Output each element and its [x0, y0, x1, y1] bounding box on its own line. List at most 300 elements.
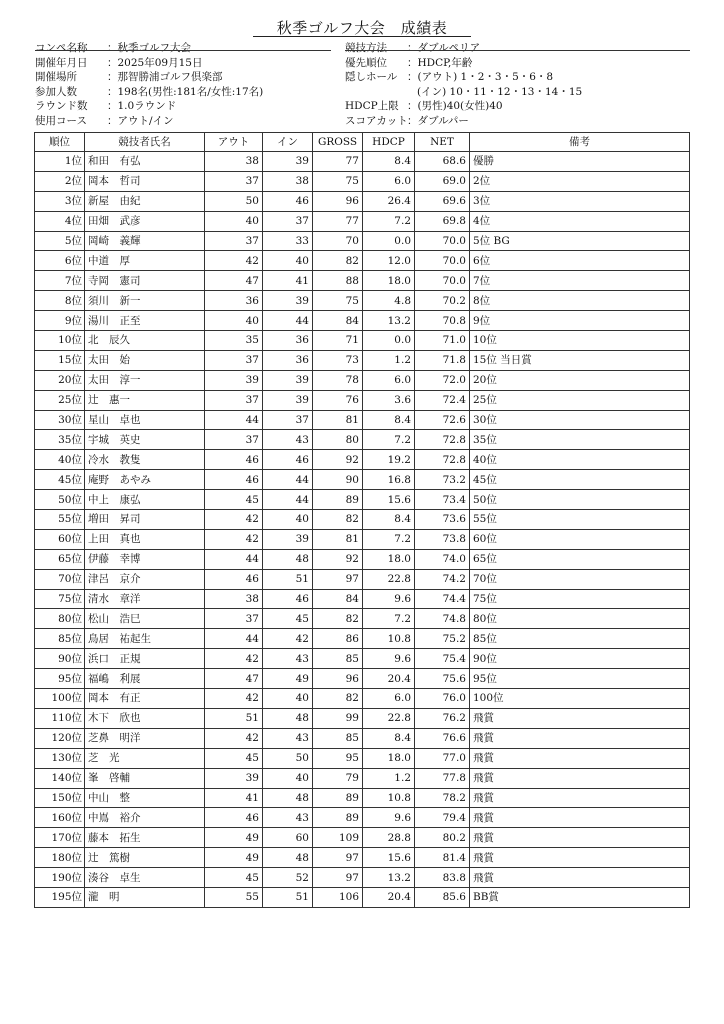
gross-cell: 88	[313, 271, 363, 291]
in-cell: 48	[263, 848, 313, 868]
column-header-out: アウト	[205, 133, 263, 152]
out-cell: 42	[205, 649, 263, 669]
in-cell: 51	[263, 569, 313, 589]
hdcp-cell: 7.2	[363, 529, 415, 549]
table-row	[35, 828, 690, 848]
name-cell: 上田 真也	[85, 529, 205, 549]
rank-cell: 20位	[35, 370, 85, 390]
table-row	[35, 331, 690, 351]
name-cell: 福嶋 利展	[85, 669, 205, 689]
rank-cell: 95位	[35, 669, 85, 689]
name-cell: 須川 新一	[85, 291, 205, 311]
net-cell: 74.0	[415, 549, 470, 569]
rank-cell: 65位	[35, 549, 85, 569]
remarks-cell: 55位	[470, 510, 690, 530]
gross-cell: 89	[313, 788, 363, 808]
name-cell: 寺岡 憲司	[85, 271, 205, 291]
hdcp-cell: 9.6	[363, 649, 415, 669]
hdcp-cell: 0.0	[363, 231, 415, 251]
net-cell: 69.6	[415, 191, 470, 211]
hdcp-cell: 7.2	[363, 211, 415, 231]
remarks-cell: 9位	[470, 311, 690, 331]
in-cell: 60	[263, 828, 313, 848]
gross-cell: 70	[313, 231, 363, 251]
hdcp-cell: 18.0	[363, 271, 415, 291]
name-cell: 岡本 哲司	[85, 171, 205, 191]
rank-cell: 9位	[35, 311, 85, 331]
net-cell: 68.6	[415, 152, 470, 172]
table-row	[35, 649, 690, 669]
out-cell: 47	[205, 271, 263, 291]
info-value: ：198名(男性:181名/女性:17名)	[107, 85, 264, 98]
net-cell: 70.0	[415, 271, 470, 291]
net-cell: 72.8	[415, 450, 470, 470]
net-cell: 74.8	[415, 609, 470, 629]
table-row	[35, 868, 690, 888]
hdcp-cell: 20.4	[363, 887, 415, 907]
rank-cell: 140位	[35, 768, 85, 788]
remarks-cell: 15位 当日賞	[470, 350, 690, 370]
name-cell: 瀧 明	[85, 887, 205, 907]
remarks-cell: 飛賞	[470, 868, 690, 888]
in-cell: 45	[263, 609, 313, 629]
net-cell: 69.8	[415, 211, 470, 231]
name-cell: 中山 整	[85, 788, 205, 808]
gross-cell: 96	[313, 191, 363, 211]
info-label: 使用コース	[35, 114, 87, 127]
info-row	[345, 56, 685, 71]
out-cell: 45	[205, 490, 263, 510]
out-cell: 47	[205, 669, 263, 689]
in-cell: 39	[263, 291, 313, 311]
column-header-remarks: 備考	[470, 133, 690, 152]
rank-cell: 35位	[35, 430, 85, 450]
name-cell: 新屋 由紀	[85, 191, 205, 211]
remarks-cell: 20位	[470, 370, 690, 390]
gross-cell: 73	[313, 350, 363, 370]
table-row	[35, 291, 690, 311]
hdcp-cell: 7.2	[363, 609, 415, 629]
table-row	[35, 450, 690, 470]
rank-cell: 85位	[35, 629, 85, 649]
column-header-gross: GROSS	[313, 133, 363, 152]
title-underline	[253, 36, 471, 37]
info-label: ラウンド数	[35, 100, 88, 113]
table-row	[35, 171, 690, 191]
in-cell: 39	[263, 390, 313, 410]
name-cell: 辻 惠一	[85, 390, 205, 410]
table-header-row	[35, 133, 690, 152]
in-cell: 39	[263, 370, 313, 390]
in-cell: 44	[263, 490, 313, 510]
net-cell: 75.4	[415, 649, 470, 669]
out-cell: 49	[205, 848, 263, 868]
info-label: HDCP上限	[345, 100, 399, 113]
remarks-cell: BB賞	[470, 887, 690, 907]
hdcp-cell: 16.8	[363, 470, 415, 490]
table-row	[35, 251, 690, 271]
info-row	[345, 85, 685, 100]
rank-cell: 70位	[35, 569, 85, 589]
hdcp-cell: 10.8	[363, 629, 415, 649]
results-table	[34, 132, 690, 908]
out-cell: 37	[205, 350, 263, 370]
hdcp-cell: 12.0	[363, 251, 415, 271]
in-cell: 40	[263, 689, 313, 709]
hdcp-cell: 4.8	[363, 291, 415, 311]
info-row	[345, 41, 685, 56]
gross-cell: 90	[313, 470, 363, 490]
hdcp-cell: 6.0	[363, 171, 415, 191]
gross-cell: 82	[313, 251, 363, 271]
net-cell: 73.8	[415, 529, 470, 549]
hdcp-cell: 8.4	[363, 410, 415, 430]
name-cell: 湯川 正至	[85, 311, 205, 331]
gross-cell: 89	[313, 808, 363, 828]
out-cell: 44	[205, 629, 263, 649]
in-cell: 48	[263, 788, 313, 808]
out-cell: 41	[205, 788, 263, 808]
out-cell: 44	[205, 549, 263, 569]
remarks-cell: 100位	[470, 689, 690, 709]
gross-cell: 92	[313, 450, 363, 470]
table-row	[35, 430, 690, 450]
hdcp-cell: 9.6	[363, 589, 415, 609]
net-cell: 70.0	[415, 251, 470, 271]
net-cell: 71.8	[415, 350, 470, 370]
info-row	[345, 99, 685, 114]
net-cell: 72.8	[415, 430, 470, 450]
info-value: ：ダブルパー	[407, 114, 469, 127]
name-cell: 岡本 有正	[85, 689, 205, 709]
hdcp-cell: 1.2	[363, 768, 415, 788]
info-value: ：アウト/イン	[107, 114, 174, 127]
remarks-cell: 90位	[470, 649, 690, 669]
column-header-rank: 順位	[35, 133, 85, 152]
gross-cell: 80	[313, 430, 363, 450]
table-row	[35, 689, 690, 709]
info-row	[35, 85, 335, 100]
name-cell: 和田 有弘	[85, 152, 205, 172]
out-cell: 40	[205, 211, 263, 231]
rank-cell: 80位	[35, 609, 85, 629]
net-cell: 85.6	[415, 887, 470, 907]
gross-cell: 75	[313, 171, 363, 191]
name-cell: 太田 淳一	[85, 370, 205, 390]
gross-cell: 81	[313, 410, 363, 430]
in-cell: 40	[263, 768, 313, 788]
gross-cell: 86	[313, 629, 363, 649]
in-cell: 39	[263, 529, 313, 549]
gross-cell: 85	[313, 649, 363, 669]
rank-cell: 45位	[35, 470, 85, 490]
out-cell: 42	[205, 689, 263, 709]
rank-cell: 8位	[35, 291, 85, 311]
out-cell: 39	[205, 768, 263, 788]
info-label: 競技方法	[345, 42, 387, 54]
column-header-net: NET	[415, 133, 470, 152]
gross-cell: 84	[313, 589, 363, 609]
name-cell: 太田 始	[85, 350, 205, 370]
name-cell: 冷水 教隻	[85, 450, 205, 470]
out-cell: 37	[205, 430, 263, 450]
remarks-cell: 8位	[470, 291, 690, 311]
table-row	[35, 410, 690, 430]
table-row	[35, 231, 690, 251]
rank-cell: 7位	[35, 271, 85, 291]
hdcp-cell: 15.6	[363, 848, 415, 868]
table-row	[35, 629, 690, 649]
remarks-cell: 95位	[470, 669, 690, 689]
in-cell: 51	[263, 887, 313, 907]
table-row	[35, 808, 690, 828]
in-cell: 41	[263, 271, 313, 291]
out-cell: 40	[205, 311, 263, 331]
table-row	[35, 510, 690, 530]
in-cell: 46	[263, 589, 313, 609]
net-cell: 70.0	[415, 231, 470, 251]
info-row	[35, 114, 335, 129]
remarks-cell: 飛賞	[470, 768, 690, 788]
info-label: 開催場所	[35, 71, 77, 84]
name-cell: 峯 啓輔	[85, 768, 205, 788]
info-value: ：(アウト) 1・2・3・5・6・8	[407, 71, 554, 84]
hdcp-cell: 8.4	[363, 510, 415, 530]
net-cell: 72.4	[415, 390, 470, 410]
net-cell: 83.8	[415, 868, 470, 888]
table-row	[35, 529, 690, 549]
gross-cell: 95	[313, 748, 363, 768]
out-cell: 37	[205, 171, 263, 191]
remarks-cell: 飛賞	[470, 828, 690, 848]
gross-cell: 97	[313, 848, 363, 868]
hdcp-cell: 8.4	[363, 728, 415, 748]
info-label: 参加人数	[35, 85, 77, 98]
gross-cell: 96	[313, 669, 363, 689]
rank-cell: 60位	[35, 529, 85, 549]
rank-cell: 15位	[35, 350, 85, 370]
net-cell: 76.6	[415, 728, 470, 748]
net-cell: 77.8	[415, 768, 470, 788]
remarks-cell: 70位	[470, 569, 690, 589]
rank-cell: 5位	[35, 231, 85, 251]
table-row	[35, 748, 690, 768]
info-value: ：HDCP,年齢	[407, 56, 473, 69]
rank-cell: 100位	[35, 689, 85, 709]
net-cell: 73.6	[415, 510, 470, 530]
out-cell: 46	[205, 808, 263, 828]
hdcp-cell: 9.6	[363, 808, 415, 828]
net-cell: 75.2	[415, 629, 470, 649]
info-label: コンペ名称	[35, 42, 88, 54]
in-cell: 38	[263, 171, 313, 191]
rank-cell: 25位	[35, 390, 85, 410]
net-cell: 80.2	[415, 828, 470, 848]
rank-cell: 75位	[35, 589, 85, 609]
rank-cell: 40位	[35, 450, 85, 470]
info-label: スコアカット	[345, 114, 408, 127]
net-cell: 74.4	[415, 589, 470, 609]
table-row	[35, 589, 690, 609]
hdcp-cell: 18.0	[363, 748, 415, 768]
in-cell: 37	[263, 211, 313, 231]
results-body	[35, 152, 690, 908]
name-cell: 星山 卓也	[85, 410, 205, 430]
rank-cell: 120位	[35, 728, 85, 748]
name-cell: 湊谷 卓生	[85, 868, 205, 888]
rank-cell: 90位	[35, 649, 85, 669]
out-cell: 37	[205, 231, 263, 251]
rank-cell: 195位	[35, 887, 85, 907]
table-row	[35, 152, 690, 172]
name-cell: 藤本 拓生	[85, 828, 205, 848]
in-cell: 46	[263, 191, 313, 211]
hdcp-cell: 6.0	[363, 370, 415, 390]
remarks-cell: 35位	[470, 430, 690, 450]
gross-cell: 71	[313, 331, 363, 351]
gross-cell: 81	[313, 529, 363, 549]
name-cell: 清水 章洋	[85, 589, 205, 609]
gross-cell: 92	[313, 549, 363, 569]
in-cell: 36	[263, 350, 313, 370]
table-row	[35, 370, 690, 390]
gross-cell: 109	[313, 828, 363, 848]
remarks-cell: 60位	[470, 529, 690, 549]
rank-cell: 2位	[35, 171, 85, 191]
remarks-cell: 飛賞	[470, 788, 690, 808]
hdcp-cell: 0.0	[363, 331, 415, 351]
name-cell: 宇城 英史	[85, 430, 205, 450]
net-cell: 79.4	[415, 808, 470, 828]
name-cell: 伊藤 幸博	[85, 549, 205, 569]
hdcp-cell: 6.0	[363, 689, 415, 709]
name-cell: 中道 厚	[85, 251, 205, 271]
table-row	[35, 271, 690, 291]
info-value: ：ダブルペリア	[407, 42, 481, 54]
info-label: 開催年月日	[35, 56, 88, 69]
rank-cell: 10位	[35, 331, 85, 351]
gross-cell: 84	[313, 311, 363, 331]
in-cell: 48	[263, 549, 313, 569]
remarks-cell: 25位	[470, 390, 690, 410]
info-row	[35, 70, 335, 85]
header-rule	[35, 50, 331, 51]
hdcp-cell: 18.0	[363, 549, 415, 569]
table-row	[35, 390, 690, 410]
out-cell: 42	[205, 510, 263, 530]
gross-cell: 89	[313, 490, 363, 510]
name-cell: 津呂 京介	[85, 569, 205, 589]
gross-cell: 85	[313, 728, 363, 748]
rank-cell: 50位	[35, 490, 85, 510]
remarks-cell: 2位	[470, 171, 690, 191]
name-cell: 芝鼻 明洋	[85, 728, 205, 748]
out-cell: 51	[205, 708, 263, 728]
remarks-cell: 5位 BG	[470, 231, 690, 251]
competition-info-left	[35, 41, 335, 129]
name-cell: 田畑 武彦	[85, 211, 205, 231]
remarks-cell: 6位	[470, 251, 690, 271]
remarks-cell: 飛賞	[470, 748, 690, 768]
remarks-cell: 85位	[470, 629, 690, 649]
remarks-cell: 45位	[470, 470, 690, 490]
out-cell: 50	[205, 191, 263, 211]
out-cell: 46	[205, 569, 263, 589]
remarks-cell: 40位	[470, 450, 690, 470]
info-value: ：秋季ゴルフ大会	[107, 42, 191, 54]
name-cell: 中嶌 裕介	[85, 808, 205, 828]
column-header-name: 競技者氏名	[85, 133, 205, 152]
remarks-cell: 飛賞	[470, 708, 690, 728]
in-cell: 40	[263, 510, 313, 530]
net-cell: 72.6	[415, 410, 470, 430]
info-label	[345, 85, 407, 100]
hdcp-cell: 15.6	[363, 490, 415, 510]
table-row	[35, 788, 690, 808]
table-row	[35, 768, 690, 788]
net-cell: 78.2	[415, 788, 470, 808]
hdcp-cell: 22.8	[363, 569, 415, 589]
gross-cell: 79	[313, 768, 363, 788]
table-row	[35, 848, 690, 868]
name-cell: 北 辰久	[85, 331, 205, 351]
rank-cell: 3位	[35, 191, 85, 211]
name-cell: 鳥居 祐起生	[85, 629, 205, 649]
rank-cell: 1位	[35, 152, 85, 172]
in-cell: 42	[263, 629, 313, 649]
info-row	[35, 56, 335, 71]
in-cell: 50	[263, 748, 313, 768]
rank-cell: 150位	[35, 788, 85, 808]
out-cell: 45	[205, 868, 263, 888]
in-cell: 43	[263, 728, 313, 748]
out-cell: 46	[205, 470, 263, 490]
name-cell: 庵野 あやみ	[85, 470, 205, 490]
out-cell: 36	[205, 291, 263, 311]
out-cell: 55	[205, 887, 263, 907]
in-cell: 43	[263, 808, 313, 828]
info-row	[345, 70, 685, 85]
out-cell: 42	[205, 251, 263, 271]
gross-cell: 97	[313, 569, 363, 589]
table-row	[35, 549, 690, 569]
hdcp-cell: 3.6	[363, 390, 415, 410]
table-row	[35, 569, 690, 589]
net-cell: 71.0	[415, 331, 470, 351]
net-cell: 69.0	[415, 171, 470, 191]
name-cell: 岡崎 義輝	[85, 231, 205, 251]
remarks-cell: 3位	[470, 191, 690, 211]
gross-cell: 106	[313, 887, 363, 907]
in-cell: 46	[263, 450, 313, 470]
net-cell: 74.2	[415, 569, 470, 589]
remarks-cell: 7位	[470, 271, 690, 291]
competition-info-right	[345, 41, 685, 129]
gross-cell: 99	[313, 708, 363, 728]
table-row	[35, 470, 690, 490]
out-cell: 38	[205, 589, 263, 609]
column-header-hdcp: HDCP	[363, 133, 415, 152]
table-row	[35, 191, 690, 211]
gross-cell: 82	[313, 689, 363, 709]
table-row	[35, 311, 690, 331]
net-cell: 73.4	[415, 490, 470, 510]
hdcp-cell: 8.4	[363, 152, 415, 172]
remarks-cell: 優勝	[470, 152, 690, 172]
net-cell: 76.2	[415, 708, 470, 728]
table-row	[35, 490, 690, 510]
remarks-cell: 飛賞	[470, 808, 690, 828]
